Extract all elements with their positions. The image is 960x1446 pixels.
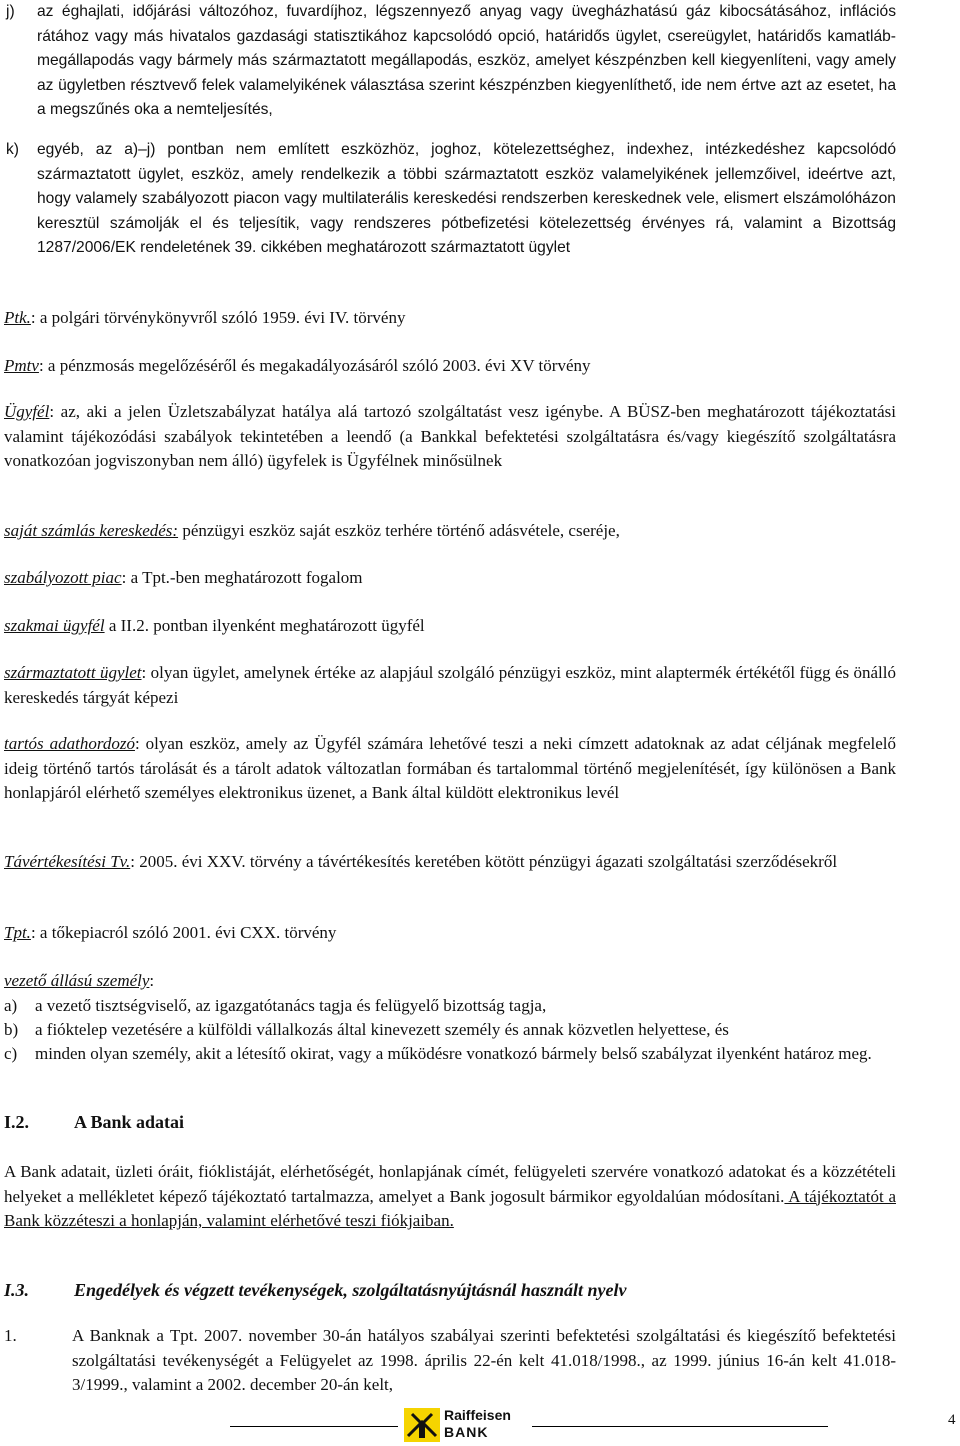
vezeto-item-a xyxy=(4,994,896,1019)
footer-rule-right xyxy=(532,1426,828,1427)
list-text: a fióktelep vezetésére a külföldi vállalkozás által kinevezett személy és annak közvetlen helyettese, és xyxy=(35,1020,729,1039)
definition-separator: : xyxy=(121,568,127,587)
bank-logo xyxy=(404,1406,528,1442)
logo-bank: BANK xyxy=(444,1424,489,1440)
definition-tartos-adathordozo xyxy=(4,732,896,806)
definition-text: olyan eszköz, amely az Ügyfél számára lehetővé teszi a neki címzett adatoknak az adat céljának megfelelő ideig történő tartós tárolását és a tárolt adatok változatlan formában és tartalommal történő megjelenítését, így különösen a Bank honlapjáról elérhető személyes elektronikus üzenet, a Bank által küldött elektronikus levél xyxy=(4,734,896,802)
list-text: minden olyan személy, akit a létesítő okirat, vagy a működésre vonatkozó bármely belső szabályzat ilyenként határoz meg. xyxy=(35,1044,872,1063)
definition-tpt xyxy=(4,921,896,946)
logo-name: Raiffeisen xyxy=(444,1407,511,1423)
definition-separator: : xyxy=(30,923,36,942)
definition-separator: : xyxy=(134,734,140,753)
vezeto-item-c xyxy=(4,1042,896,1067)
definition-term: vezető állású személy xyxy=(4,971,150,990)
list-text: egyéb, az a)–j) pontban nem említett eszközhöz, joghoz, kötelezettséghez, indexhez, intézkedéshez kapcsolódó származtatott ügylet, eszköz, amely rendelkezik a többi származtatott eszköz valamelyikének jellemzőivel, ideértve azt, hogy valamely szabályozott piacon vagy multilaterális kereskedési rendszerben kereskednek vele, elismert elszámolóházon keresztül számolják el és teljesítik, vagy rendszeres pótbefizetési kötelezettség érvényes rá, valamint a Bizottság 1287/2006/EK rendeletének 39. cikkében meghatározott származtatott ügylet xyxy=(37,141,896,256)
definition-text: az, aki a jelen Üzletszabályzat hatálya alá tartozó szolgáltatást vesz igénybe. A BÜSZ-ben meghatározott tájékoztatási valamint tájékozódási szabályok tekintetében a leendő (a Bankkal befektetési szolgáltatásra és/vagy kiegészítő szolgáltatásra vonatkozóan jogviszonyban nem álló) ügyfelek is Ügyfélnek minősülnek xyxy=(4,402,896,470)
section-number: I.3. xyxy=(4,1280,30,1300)
section-number: I.2. xyxy=(4,1112,30,1132)
list-label: a) xyxy=(4,996,18,1015)
paragraph-underlined-text: A tájékoztatót a Bank közzéteszi a honlapján, valamint elérhetővé teszi fiókjaiban. xyxy=(4,1186,897,1230)
definition-separator: : xyxy=(141,663,147,682)
definition-term: Pmtv xyxy=(4,356,39,375)
list-label: 1. xyxy=(4,1326,17,1345)
definition-separator: : xyxy=(38,356,44,375)
section-title: A Bank adatai xyxy=(74,1112,185,1132)
definition-term: Távértékesítési Tv. xyxy=(4,852,131,871)
list-item-j xyxy=(6,0,896,123)
list-label: c) xyxy=(4,1044,18,1063)
definition-sajat-szamlas xyxy=(4,519,896,544)
definition-text: a Tpt.-ben meghatározott fogalom xyxy=(126,568,363,587)
list-label: b) xyxy=(4,1020,19,1039)
definition-ugyfel xyxy=(4,400,896,474)
definition-term: származtatott ügylet xyxy=(4,663,142,682)
raiffeisen-logo-icon xyxy=(404,1408,440,1442)
definition-separator: : xyxy=(30,308,36,327)
definition-text: pénzügyi eszköz saját eszköz terhére történő adásvétele, cseréje, xyxy=(178,521,620,540)
section-title: Engedélyek és végzett tevékenységek, szolgáltatásnyújtásnál használt nyelv xyxy=(74,1280,627,1300)
definition-term: szakmai ügyfél xyxy=(4,616,105,635)
list-text: A Banknak a Tpt. 2007. november 30-án hatályos szabályai szerinti befektetési szolgáltatási és kiegészítő befektetési szolgáltatási tevékenységét a Felügyelet az 1998. április 22-én kelt 41.018/1998., az 1999. június 16-án kelt 41.018-3/1999., valamint a 2002. december 20-án kelt, xyxy=(72,1326,896,1394)
definition-term: szabályozott piac xyxy=(4,568,122,587)
definition-text: a polgári törvénykönyvről szóló 1959. évi IV. törvény xyxy=(35,308,406,327)
definition-term: Tpt. xyxy=(4,923,31,942)
definition-separator: : xyxy=(149,971,155,990)
definition-separator: : xyxy=(130,852,135,871)
definition-pmtv xyxy=(4,354,896,379)
list-text: az éghajlati, időjárási változóhoz, fuvardíjhoz, légszennyező anyag vagy üvegházhatású gáz kibocsátásához, inflációs rátához vagy más hivatalos gazdasági statisztikához kapcsolódó opció, határidős ügylet, csereügylet, határidős kamatláb-megállapodás vagy bármely más származtatott megállapodás, eszköz, amelyet készpénzben kell kiegyenlíteni, vagy amely az ügyletben résztvevő felek valamelyikének választása szerint készpénzben kiegyenlíthető, ide nem értve azt az esetet, ha a megszűnés oka a nemteljesítés, xyxy=(37,3,896,118)
footer-rule-left xyxy=(230,1426,398,1427)
paragraph-text: A Bank adatait, üzleti óráit, fióklistáját, elérhetőségét, honlapjának címét, felügyeleti szervére vonatkozó adatokat és a közzétételi helyeket a mellékletet képező tájékoztató tartalmazza, amelyet a Bank jogosult bármikor egyoldalúan módosítani. xyxy=(4,1162,896,1206)
definition-text: a II.2. pontban ilyenként meghatározott ügyfél xyxy=(104,616,425,635)
list-label: j) xyxy=(6,3,15,20)
numbered-item-1 xyxy=(4,1324,896,1398)
definition-text: olyan ügylet, amelynek értéke az alapjául szolgáló pénzügyi eszköz, mint alaptermék értékétől függ és önálló kereskedés tárgyát képezi xyxy=(4,663,896,707)
definition-vezeto-allasu xyxy=(4,969,896,994)
definition-tavertekesitesi-tv xyxy=(4,850,896,875)
definition-text: 2005. évi XXV. törvény a távértékesítés keretében kötött pénzügyi ágazati szolgáltatási szerződésekről xyxy=(134,852,838,871)
definition-separator: : xyxy=(49,402,55,421)
list-item-k xyxy=(6,138,896,261)
definition-ptk xyxy=(4,306,896,331)
bank-data-paragraph xyxy=(4,1160,896,1234)
definition-szabalyozott-piac xyxy=(4,566,896,591)
definition-term: tartós adathordozó xyxy=(4,734,135,753)
list-label: k) xyxy=(6,141,19,158)
definition-term: Ptk. xyxy=(4,308,31,327)
definition-text: a tőkepiacról szóló 2001. évi CXX. törvény xyxy=(35,923,337,942)
definition-term: Ügyfél xyxy=(4,402,50,421)
vezeto-item-b xyxy=(4,1018,896,1043)
list-text: a vezető tisztségviselő, az igazgatótanács tagja és felügyelő bizottság tagja, xyxy=(35,996,547,1015)
definition-szakmai-ugyfel xyxy=(4,614,896,639)
definition-szarmaztatott-ugylet xyxy=(4,661,896,710)
definition-text: a pénzmosás megelőzéséről és megakadályozásáról szóló 2003. évi XV törvény xyxy=(43,356,591,375)
definition-term: saját számlás kereskedés: xyxy=(4,521,179,540)
page-number: 4 xyxy=(948,1412,956,1428)
